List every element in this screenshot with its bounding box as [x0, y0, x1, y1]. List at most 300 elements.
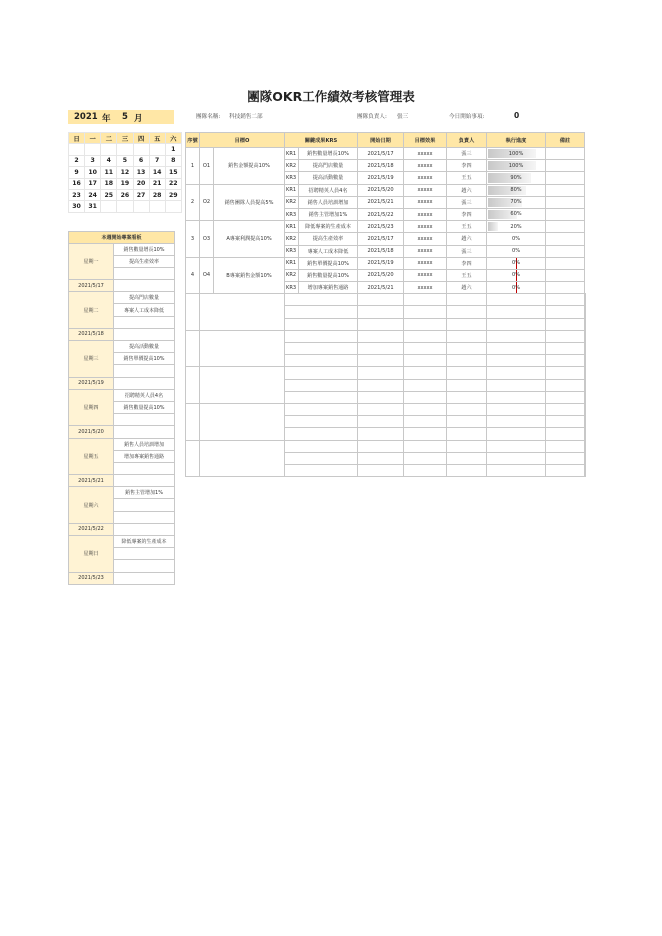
- calendar-day[interactable]: 24: [85, 189, 101, 200]
- weekly-task: [114, 365, 175, 377]
- calendar-day[interactable]: 12: [117, 167, 133, 178]
- team-name-value: 科技銷售二部: [229, 114, 263, 120]
- weekly-day: 星期三: [69, 341, 114, 378]
- weekly-day: 星期四: [69, 389, 114, 426]
- objective-name: A專案利潤提高10%: [214, 221, 285, 258]
- kr-progress-cell: [487, 269, 546, 281]
- empty-cell: [447, 343, 487, 355]
- empty-cell: [186, 440, 200, 477]
- progress-bar: [487, 197, 545, 208]
- empty-cell: [200, 330, 285, 367]
- calendar-day[interactable]: 2: [69, 155, 85, 166]
- kr-code: KR2: [285, 269, 299, 281]
- calendar-week-row: [69, 178, 182, 189]
- kr-code: KR1: [285, 148, 299, 160]
- empty-cell: [546, 318, 585, 330]
- weekly-task: 銷售數量增長10%: [114, 243, 175, 255]
- empty-cell: [585, 306, 586, 318]
- weekly-row: [69, 536, 175, 548]
- empty-cell: [585, 391, 586, 403]
- empty-cell: [447, 416, 487, 428]
- empty-cell: [585, 367, 586, 379]
- weekly-task: 專案人工成本降低: [114, 304, 175, 316]
- empty-cell: [585, 416, 586, 428]
- calendar-day[interactable]: 9: [69, 167, 85, 178]
- kr-description: 提高門店數量: [299, 160, 358, 172]
- calendar-day[interactable]: 13: [133, 167, 149, 178]
- progress-bar: [487, 270, 545, 281]
- weekly-row: [69, 389, 175, 401]
- progress-bar: [487, 209, 545, 220]
- weekly-task: 銷售數量提高10%: [114, 401, 175, 413]
- calendar-day[interactable]: 10: [85, 167, 101, 178]
- weekly-board: [68, 231, 175, 585]
- kr-target-effect: xxxxx: [404, 172, 447, 184]
- empty-cell: [186, 294, 200, 331]
- header-target-effect: 目標效果: [404, 133, 447, 148]
- progress-text: 90%: [510, 174, 522, 181]
- kr-code: KR3: [285, 245, 299, 257]
- calendar-day: [117, 201, 133, 212]
- kr-owner: 張三: [447, 196, 487, 208]
- calendar-day: [149, 144, 165, 155]
- empty-cell: [585, 440, 586, 452]
- okr-row: [186, 184, 586, 196]
- kr-description: 銷售單價提高10%: [299, 257, 358, 269]
- weekly-task: [114, 572, 175, 584]
- weekly-task: 銷售主管增加1%: [114, 487, 175, 499]
- header-key-results: 關鍵成果KRS: [285, 133, 358, 148]
- calendar-day[interactable]: 31: [85, 201, 101, 212]
- progress-bar: [487, 172, 545, 183]
- weekly-task: [114, 316, 175, 328]
- weekly-task: 提高活動數量: [114, 341, 175, 353]
- calendar-day[interactable]: 26: [117, 189, 133, 200]
- calendar-day[interactable]: 8: [165, 155, 181, 166]
- calendar-day[interactable]: 3: [85, 155, 101, 166]
- empty-cell: [285, 464, 358, 476]
- progress-bar: [487, 282, 545, 293]
- kr-remarks: [546, 257, 585, 269]
- calendar-weekday: 一: [85, 133, 101, 144]
- weekly-row: [69, 487, 175, 499]
- today-items-value: 0: [514, 111, 520, 120]
- kr-remarks: [546, 282, 585, 294]
- empty-cell: [358, 379, 404, 391]
- calendar-day[interactable]: 4: [101, 155, 117, 166]
- kr-progress-cell: [487, 221, 546, 233]
- weekly-task: [114, 414, 175, 426]
- empty-cell: [358, 440, 404, 452]
- kr-description: 招聘精英人員4名: [299, 184, 358, 196]
- okr-row: [186, 257, 586, 269]
- progress-text: 20%: [510, 223, 522, 230]
- empty-cell: [358, 343, 404, 355]
- team-leader-label: 團隊負責人:: [357, 114, 387, 120]
- empty-cell: [404, 416, 447, 428]
- empty-cell: [487, 367, 546, 379]
- today-items-label: 今日開始事項:: [449, 114, 485, 120]
- empty-cell: [358, 294, 404, 306]
- weekly-task: [114, 560, 175, 572]
- progress-text: 70%: [510, 199, 522, 206]
- progress-bar: [487, 221, 545, 232]
- empty-cell: [546, 343, 585, 355]
- empty-cell: [285, 440, 358, 452]
- kr-description: 銷售主管增加1%: [299, 208, 358, 220]
- weekly-row: [69, 292, 175, 304]
- team-name-label: 團隊名稱:: [196, 114, 221, 120]
- calendar-day[interactable]: 28: [149, 189, 165, 200]
- empty-cell: [285, 318, 358, 330]
- progress-bar: [487, 148, 545, 159]
- empty-cell: [487, 464, 546, 476]
- empty-cell: [546, 379, 585, 391]
- empty-cell: [358, 318, 404, 330]
- empty-cell: [404, 367, 447, 379]
- weekly-row: [69, 475, 175, 487]
- calendar-day[interactable]: 22: [165, 178, 181, 189]
- empty-cell: [546, 403, 585, 415]
- empty-cell: [487, 343, 546, 355]
- empty-cell: [200, 367, 285, 404]
- empty-cell: [487, 403, 546, 415]
- progress-text: 100%: [508, 162, 524, 169]
- kr-remarks: [546, 245, 585, 257]
- kr-code: KR2: [285, 233, 299, 245]
- empty-cell: [358, 367, 404, 379]
- empty-cell: [404, 391, 447, 403]
- empty-cell: [404, 355, 447, 367]
- kr-progress-cell: [487, 245, 546, 257]
- empty-row: [186, 330, 586, 342]
- empty-cell: [487, 330, 546, 342]
- empty-cell: [404, 343, 447, 355]
- calendar-day[interactable]: 29: [165, 189, 181, 200]
- weekly-task: 銷售人員培訓增加: [114, 438, 175, 450]
- calendar-day[interactable]: 19: [117, 178, 133, 189]
- progress-bar: [487, 233, 545, 244]
- empty-cell: [447, 355, 487, 367]
- weekly-date: 2021/5/20: [69, 426, 114, 438]
- page-title: 團隊OKR工作績效考核管理表: [247, 89, 415, 104]
- calendar-week-row: [69, 189, 182, 200]
- kr-remarks: [546, 196, 585, 208]
- calendar-weekday: 六: [165, 133, 181, 144]
- weekly-task: 降低專案的生產成本: [114, 536, 175, 548]
- kr-start-date: 2021/5/20: [358, 269, 404, 281]
- kr-start-date: 2021/5/21: [358, 196, 404, 208]
- kr-code: KR1: [285, 257, 299, 269]
- calendar-day[interactable]: 27: [133, 189, 149, 200]
- kr-target-effect: xxxxx: [404, 257, 447, 269]
- objective-name: B專案銷售金額10%: [214, 257, 285, 294]
- empty-cell: [404, 452, 447, 464]
- kr-code: KR1: [285, 184, 299, 196]
- kr-start-date: 2021/5/17: [358, 233, 404, 245]
- empty-cell: [285, 355, 358, 367]
- calendar-day: [117, 144, 133, 155]
- weekly-date: 2021/5/23: [69, 572, 114, 584]
- empty-cell: [447, 428, 487, 440]
- empty-cell: [546, 452, 585, 464]
- kr-description: 銷售數量增長10%: [299, 148, 358, 160]
- empty-cell: [404, 440, 447, 452]
- weekly-task: 提高生產效率: [114, 255, 175, 267]
- calendar-day[interactable]: 6: [133, 155, 149, 166]
- calendar-day: [69, 144, 85, 155]
- kr-owner: 王五: [447, 172, 487, 184]
- calendar-day[interactable]: 21: [149, 178, 165, 189]
- kr-remarks: [546, 208, 585, 220]
- header-start-date: 開始日期: [358, 133, 404, 148]
- calendar-weekday: 五: [149, 133, 165, 144]
- empty-cell: [358, 416, 404, 428]
- kr-remarks: [546, 160, 585, 172]
- okr-table: [185, 132, 586, 477]
- calendar-day[interactable]: 16: [69, 178, 85, 189]
- weekly-task: [114, 377, 175, 389]
- calendar-day: [133, 201, 149, 212]
- calendar-weekday: 日: [69, 133, 85, 144]
- kr-target-effect: xxxxx: [404, 208, 447, 220]
- kr-start-date: 2021/5/17: [358, 148, 404, 160]
- objective-code: O4: [200, 257, 214, 294]
- kr-remarks: [546, 184, 585, 196]
- weekly-row: [69, 280, 175, 292]
- empty-row: [186, 367, 586, 379]
- kr-code: KR2: [285, 160, 299, 172]
- kr-owner: 李四: [447, 208, 487, 220]
- weekly-row: [69, 572, 175, 584]
- objective-code: O2: [200, 184, 214, 221]
- weekly-task: [114, 328, 175, 340]
- weekly-board-title: 本週開始專案看板: [69, 232, 175, 244]
- kr-code: KR3: [285, 172, 299, 184]
- kr-target-effect: xxxxx: [404, 196, 447, 208]
- kr-owner: 王五: [447, 221, 487, 233]
- empty-cell: [447, 294, 487, 306]
- kr-code: KR1: [285, 221, 299, 233]
- kr-progress-cell: [487, 172, 546, 184]
- progress-text: 100%: [508, 150, 524, 157]
- progress-text: 0%: [511, 284, 521, 291]
- empty-cell: [447, 306, 487, 318]
- kr-owner: 張三: [447, 245, 487, 257]
- kr-target-effect: xxxxx: [404, 282, 447, 294]
- calendar-day[interactable]: 7: [149, 155, 165, 166]
- weekly-task: [114, 511, 175, 523]
- empty-cell: [285, 416, 358, 428]
- empty-cell: [546, 428, 585, 440]
- header-owner: 負責人: [447, 133, 487, 148]
- calendar-day: [85, 144, 101, 155]
- calendar-day[interactable]: 17: [85, 178, 101, 189]
- calendar-week-row: [69, 167, 182, 178]
- weekly-row: [69, 328, 175, 340]
- kr-remarks: [546, 233, 585, 245]
- weekly-day: 星期五: [69, 438, 114, 475]
- kr-progress-cell: [487, 233, 546, 245]
- empty-cell: [447, 330, 487, 342]
- calendar-day[interactable]: 11: [101, 167, 117, 178]
- month-calendar: [68, 132, 182, 213]
- weekly-day: 星期六: [69, 487, 114, 524]
- weekly-row: [69, 243, 175, 255]
- kr-code: KR2: [285, 196, 299, 208]
- empty-cell: [186, 367, 200, 404]
- kr-owner: 王五: [447, 269, 487, 281]
- empty-cell: [358, 355, 404, 367]
- empty-cell: [447, 452, 487, 464]
- empty-cell: [285, 330, 358, 342]
- kr-target-effect: xxxxx: [404, 269, 447, 281]
- kr-owner: 張三: [447, 148, 487, 160]
- kr-start-date: 2021/5/18: [358, 245, 404, 257]
- empty-cell: [186, 330, 200, 367]
- progress-text: 0%: [511, 248, 521, 254]
- kr-progress-cell: [487, 196, 546, 208]
- empty-cell: [585, 343, 586, 355]
- empty-cell: [358, 306, 404, 318]
- empty-cell: [487, 452, 546, 464]
- kr-remarks: [546, 148, 585, 160]
- weekly-task: [114, 548, 175, 560]
- objective-no: 1: [186, 148, 200, 185]
- empty-cell: [358, 403, 404, 415]
- kr-target-effect: xxxxx: [404, 245, 447, 257]
- empty-cell: [358, 391, 404, 403]
- empty-cell: [285, 452, 358, 464]
- calendar-month-suffix: 月: [134, 114, 143, 124]
- progress-bar: [487, 258, 545, 269]
- kr-start-date: 2021/5/20: [358, 184, 404, 196]
- kr-start-date: 2021/5/19: [358, 257, 404, 269]
- kr-remarks: [546, 269, 585, 281]
- kr-target-effect: xxxxx: [404, 233, 447, 245]
- calendar-day[interactable]: 5: [117, 155, 133, 166]
- weekly-date: 2021/5/17: [69, 280, 114, 292]
- kr-target-effect: xxxxx: [404, 160, 447, 172]
- kr-code: KR3: [285, 282, 299, 294]
- objective-no: 2: [186, 184, 200, 221]
- empty-cell: [585, 464, 586, 476]
- objective-name: 銷售金額提高10%: [214, 148, 285, 185]
- calendar-day[interactable]: 1: [165, 144, 181, 155]
- empty-cell: [285, 379, 358, 391]
- empty-cell: [585, 355, 586, 367]
- weekly-row: [69, 523, 175, 535]
- empty-cell: [200, 403, 285, 440]
- weekly-row: [69, 377, 175, 389]
- empty-cell: [585, 318, 586, 330]
- weekly-row: [69, 426, 175, 438]
- calendar-weekday: 二: [101, 133, 117, 144]
- calendar-day[interactable]: 30: [69, 201, 85, 212]
- empty-cell: [487, 294, 546, 306]
- year-month-selector[interactable]: [68, 110, 174, 124]
- kr-target-effect: xxxxx: [404, 221, 447, 233]
- calendar-day: [133, 144, 149, 155]
- okr-row: [186, 221, 586, 233]
- empty-cell: [546, 306, 585, 318]
- empty-cell: [447, 379, 487, 391]
- empty-cell: [285, 391, 358, 403]
- okr-header-row: [186, 133, 586, 148]
- empty-cell: [585, 428, 586, 440]
- objective-no: 4: [186, 257, 200, 294]
- empty-cell: [585, 379, 586, 391]
- empty-cell: [487, 391, 546, 403]
- calendar-day[interactable]: 15: [165, 167, 181, 178]
- weekly-task: [114, 462, 175, 474]
- empty-cell: [285, 306, 358, 318]
- objective-code: O1: [200, 148, 214, 185]
- calendar-day[interactable]: 25: [101, 189, 117, 200]
- empty-cell: [487, 440, 546, 452]
- empty-cell: [546, 367, 585, 379]
- kr-owner: 趙六: [447, 184, 487, 196]
- empty-cell: [404, 318, 447, 330]
- progress-bar: [487, 246, 545, 257]
- kr-target-effect: xxxxx: [404, 184, 447, 196]
- kr-description: 提高活動數量: [299, 172, 358, 184]
- kr-owner: 李四: [447, 257, 487, 269]
- empty-cell: [447, 391, 487, 403]
- kr-start-date: 2021/5/21: [358, 282, 404, 294]
- empty-cell: [487, 318, 546, 330]
- kr-owner: 李四: [447, 160, 487, 172]
- calendar-week-row: [69, 201, 182, 212]
- empty-cell: [404, 294, 447, 306]
- empty-cell: [447, 464, 487, 476]
- weekly-task: [114, 426, 175, 438]
- okr-row: [186, 148, 586, 160]
- empty-cell: [404, 428, 447, 440]
- empty-cell: [487, 428, 546, 440]
- progress-text: 0%: [511, 272, 521, 279]
- weekly-date: 2021/5/19: [69, 377, 114, 389]
- progress-text: 80%: [510, 187, 522, 194]
- weekly-date: 2021/5/21: [69, 475, 114, 487]
- calendar-day[interactable]: 20: [133, 178, 149, 189]
- empty-cell: [487, 306, 546, 318]
- objective-no: 3: [186, 221, 200, 258]
- empty-cell: [285, 367, 358, 379]
- empty-cell: [285, 294, 358, 306]
- calendar-year-suffix: 年: [102, 114, 111, 124]
- kr-description: 降低專案的生產成本: [299, 221, 358, 233]
- calendar-day[interactable]: 18: [101, 178, 117, 189]
- empty-cell: [546, 330, 585, 342]
- empty-cell: [487, 379, 546, 391]
- kr-progress-cell: [487, 160, 546, 172]
- calendar-day[interactable]: 14: [149, 167, 165, 178]
- empty-cell: [546, 440, 585, 452]
- calendar-week-row: [69, 155, 182, 166]
- kr-progress-cell: [487, 148, 546, 160]
- calendar-day[interactable]: 23: [69, 189, 85, 200]
- kr-description: 提高生產效率: [299, 233, 358, 245]
- calendar-day: [101, 201, 117, 212]
- calendar-weekday-row: [69, 133, 182, 144]
- kr-remarks: [546, 172, 585, 184]
- empty-cell: [585, 452, 586, 464]
- empty-cell: [200, 294, 285, 331]
- kr-description: 銷售數量提高10%: [299, 269, 358, 281]
- kr-owner: 趙六: [447, 233, 487, 245]
- calendar-weekday: 四: [133, 133, 149, 144]
